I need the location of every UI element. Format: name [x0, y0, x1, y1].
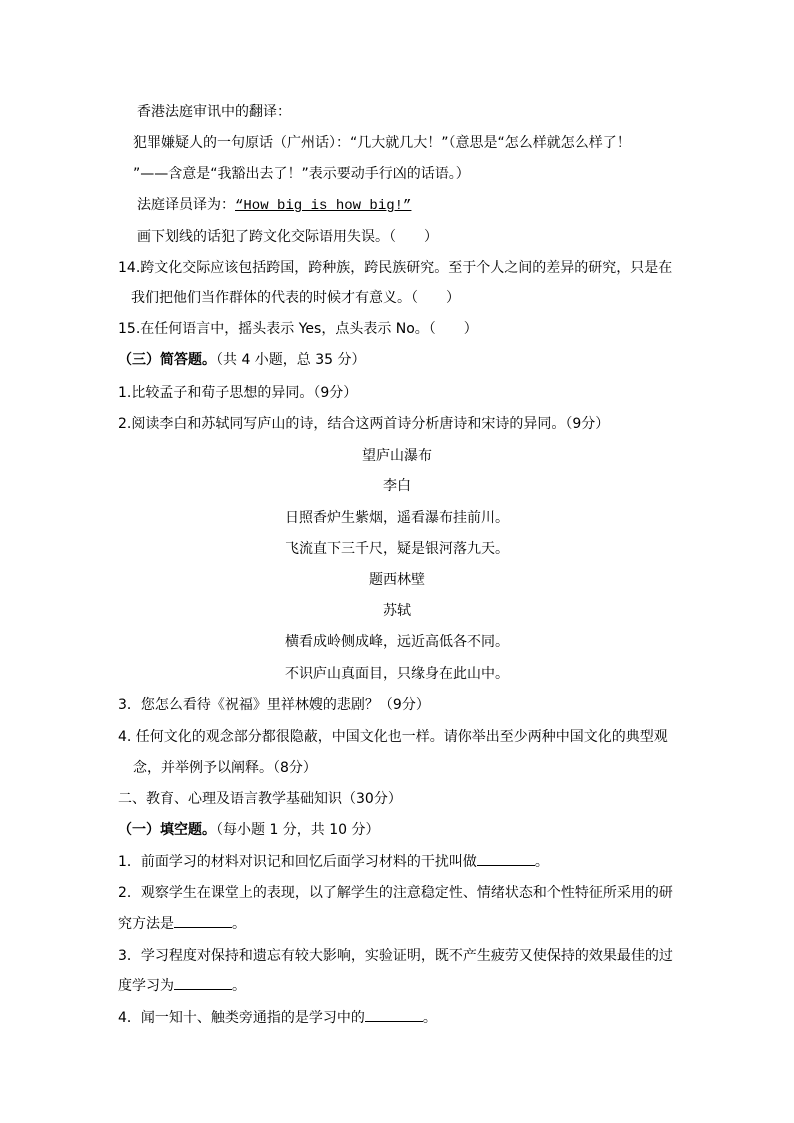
answer-blank[interactable] [365, 1009, 423, 1022]
fill-4-end: 。 [422, 1010, 437, 1026]
q13-line2: ”——含意是“我豁出去了！”表示要动手行凶的话语。） [133, 166, 470, 182]
translation-label: 法庭译员译为： [137, 197, 235, 213]
q15: 15.在任何语言中，摇头表示 Yes，点头表示 No。（ ） [118, 321, 478, 337]
poem2-title: 题西林壁 [369, 572, 425, 588]
answer-blank[interactable] [477, 853, 535, 866]
fill-4 [118, 1009, 437, 1027]
q13-question: 画下划线的话犯了跨文化交际语用失误。（ ） [137, 229, 438, 245]
fill-2-end: 。 [232, 916, 246, 932]
fill-4-text: 4．闻一知十、触类旁通指的是学习中的 [118, 1010, 365, 1026]
fill-1-text: 1．前面学习的材料对识记和回忆后面学习材料的干扰叫做 [118, 854, 477, 870]
section3-info: （共 4 小题，总 35 分） [216, 352, 366, 368]
fill-1-end: 。 [534, 854, 549, 870]
fill-3-text: 度学习为 [118, 978, 174, 994]
q14-line1: 14.跨文化交际应该包括跨国，跨种族，跨民族研究。至于个人之间的差异的研究，只是在 [118, 260, 673, 276]
q13-line1: 犯罪嫌疑人的一句原话（广州话）：“几大就几大！”（意思是“怎么样就怎么样了！ [133, 135, 631, 151]
fill-2-line2 [118, 915, 246, 933]
poem2-author: 苏轼 [383, 603, 411, 619]
part2-heading: 二、教育、心理及语言教学基础知识（30分） [118, 791, 402, 807]
short-answer-3: 3．您怎么看待《祝福》里祥林嫂的悲剧？（9分） [118, 697, 430, 713]
poem1-line: 日照香炉生紫烟，遥看瀑布挂前川。 [285, 510, 509, 526]
section3-title: （三）简答题。 [118, 352, 216, 368]
answer-blank[interactable] [174, 915, 232, 928]
poem2-line: 不识庐山真面目，只缘身在此山中。 [285, 666, 509, 682]
underlined-translation: “How big is how big!” [235, 198, 412, 214]
short-answer-4-line1: 4. 任何文化的观念部分都很隐蔽，中国文化也一样。请你举出至少两种中国文化的典型观 [118, 729, 668, 745]
poem1-line: 飞流直下三千尺，疑是银河落九天。 [285, 541, 509, 557]
poem2-line: 横看成岭侧成峰，远近高低各不同。 [285, 634, 509, 650]
q13-translation-line [137, 196, 411, 215]
short-answer-4-line2: 念，并举例予以阐释。（8分） [133, 760, 317, 776]
fill-3-line2 [118, 977, 246, 995]
section3-heading [118, 351, 366, 369]
fill-2-text: 究方法是 [118, 916, 174, 932]
fill-2-line1: 2．观察学生在课堂上的表现，以了解学生的注意稳定性、情绪状态和个性特征所采用的研 [118, 885, 673, 901]
fill-section-heading [118, 821, 380, 839]
fill-section-info: （每小题 1 分，共 10 分） [216, 822, 380, 838]
short-answer-2: 2.阅读李白和苏轼同写庐山的诗，结合这两首诗分析唐诗和宋诗的异同。（9分） [118, 416, 610, 432]
fill-1 [118, 853, 549, 871]
answer-blank[interactable] [174, 977, 232, 990]
short-answer-1: 1.比较孟子和荀子思想的异同。（9分） [118, 385, 358, 401]
poem1-title: 望庐山瀑布 [362, 448, 432, 464]
fill-3-end: 。 [232, 978, 246, 994]
fill-3-line1: 3．学习程度对保持和遗忘有较大影响，实验证明，既不产生疲劳又使保持的效果最佳的过 [118, 948, 673, 964]
q14-line2: 我们把他们当作群体的代表的时候才有意义。（ ） [131, 290, 460, 306]
poem1-author: 李白 [383, 478, 411, 494]
fill-section-title: （一）填空题。 [118, 822, 216, 838]
q13-intro: 香港法庭审讯中的翻译： [137, 104, 291, 120]
